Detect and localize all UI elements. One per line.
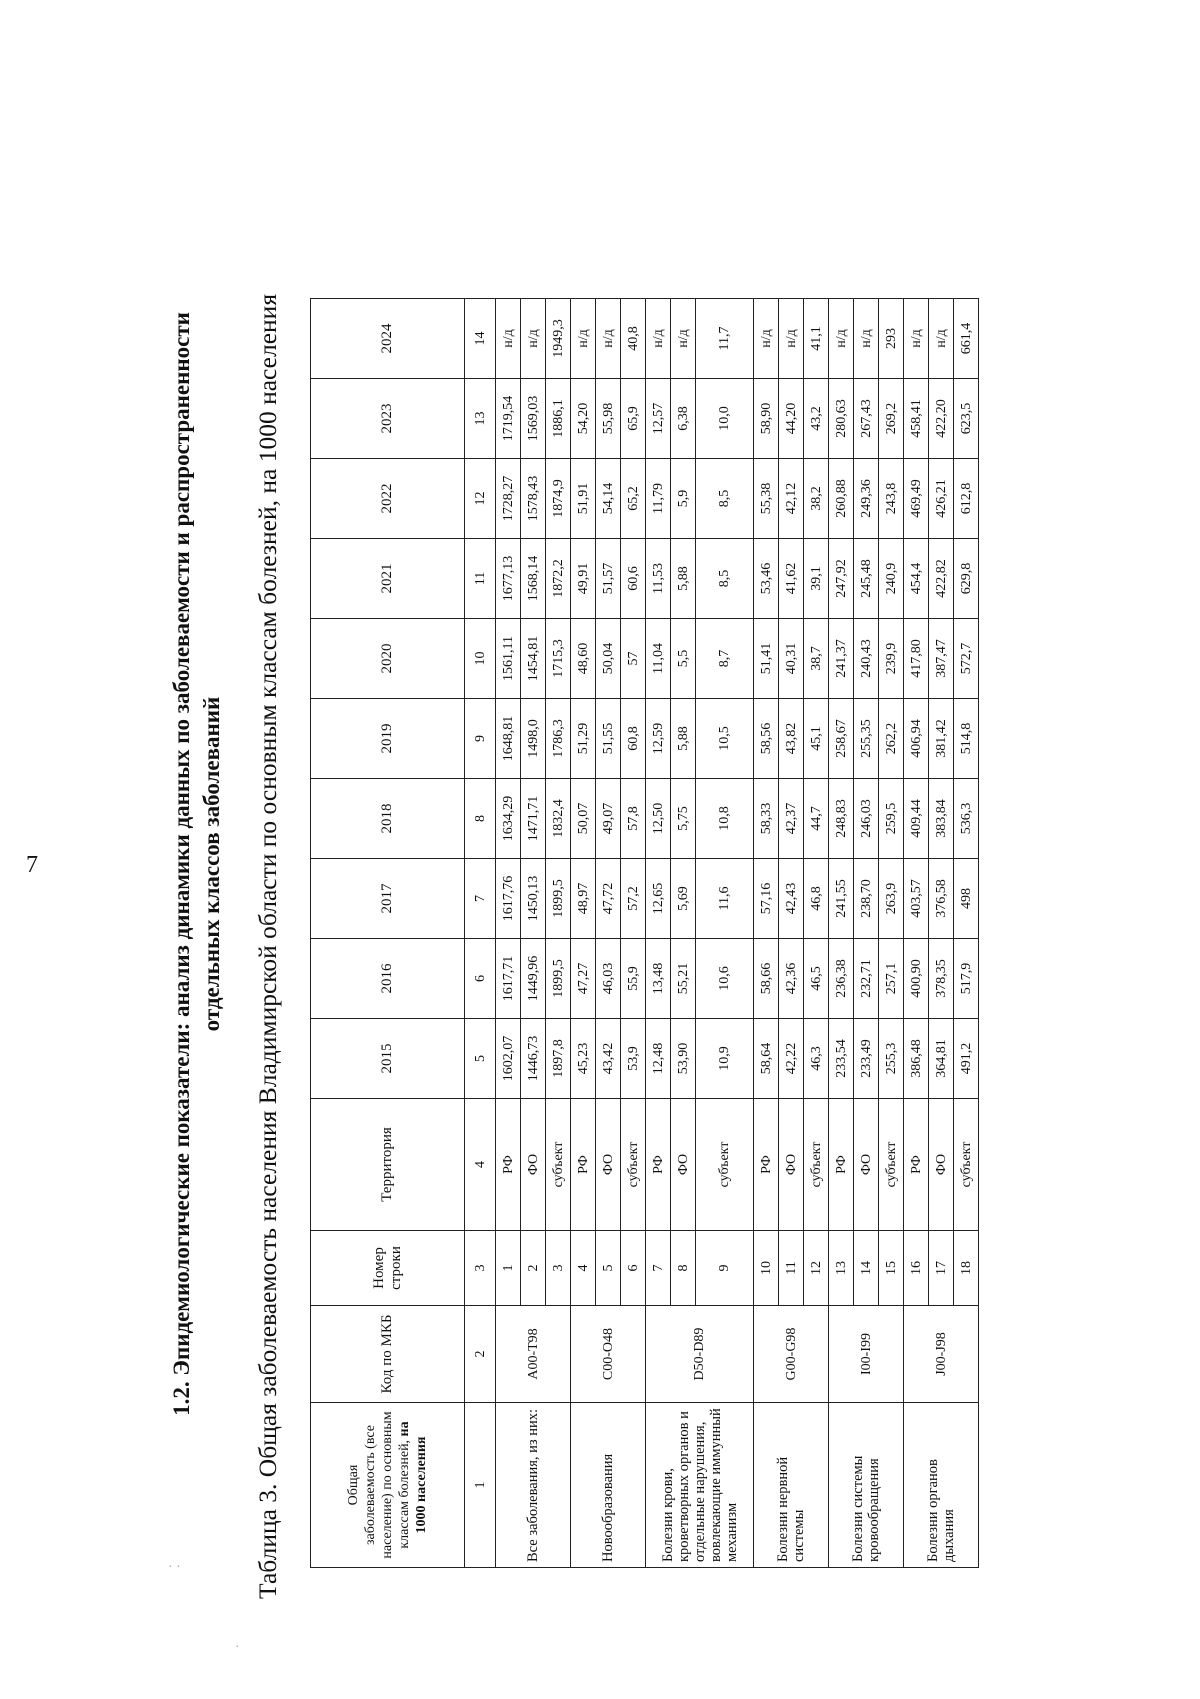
value-cell: 45,1 <box>804 699 829 779</box>
value-cell: 10,8 <box>696 779 754 859</box>
column-number: 11 <box>465 539 496 619</box>
value-cell: 1719,54 <box>496 379 521 459</box>
value-cell: 55,98 <box>596 379 621 459</box>
value-cell: 246,03 <box>854 779 879 859</box>
value-cell: 417,80 <box>904 619 929 699</box>
value-cell: 10,9 <box>696 1019 754 1099</box>
header-year: 2019 <box>311 699 465 779</box>
value-cell: 39,1 <box>804 539 829 619</box>
header-row <box>311 299 465 1568</box>
value-cell: 47,27 <box>571 939 596 1019</box>
row-number: 11 <box>779 1231 804 1306</box>
icd-code: C00-O48 <box>571 1306 646 1403</box>
value-cell: 238,70 <box>854 859 879 939</box>
value-cell: 249,36 <box>854 459 879 539</box>
value-cell: 263,9 <box>879 859 904 939</box>
value-cell: 5,5 <box>671 619 696 699</box>
value-cell: н/д <box>904 299 929 379</box>
table-caption: Таблица 3. Общая заболеваемость населения Владимирской области по основным классам болезней, на 1000 населения <box>253 293 282 1599</box>
value-cell: 46,3 <box>804 1019 829 1099</box>
header-year: 2024 <box>311 299 465 379</box>
value-cell: 240,43 <box>854 619 879 699</box>
value-cell: н/д <box>646 299 671 379</box>
value-cell: 42,36 <box>779 939 804 1019</box>
value-cell: 426,21 <box>929 459 954 539</box>
value-cell: 514,8 <box>954 699 979 779</box>
value-cell: 260,88 <box>829 459 854 539</box>
value-cell: 469,49 <box>904 459 929 539</box>
value-cell: 259,5 <box>879 779 904 859</box>
value-cell: 53,46 <box>754 539 779 619</box>
value-cell: 1899,5 <box>546 939 571 1019</box>
value-cell: 54,20 <box>571 379 596 459</box>
value-cell: н/д <box>854 299 879 379</box>
disease-class-name: Новообразования <box>571 1403 646 1568</box>
value-cell: 11,79 <box>646 459 671 539</box>
value-cell: 1617,71 <box>496 939 521 1019</box>
value-cell: 55,38 <box>754 459 779 539</box>
column-number: 9 <box>465 699 496 779</box>
section-heading <box>167 119 227 1609</box>
disease-class-name: Болезни органов дыхания <box>904 1403 979 1568</box>
value-cell: 409,44 <box>904 779 929 859</box>
value-cell: 1617,76 <box>496 859 521 939</box>
row-number: 5 <box>596 1231 621 1306</box>
value-cell: 5,88 <box>671 699 696 779</box>
territory: ФО <box>929 1099 954 1231</box>
value-cell: н/д <box>571 299 596 379</box>
value-cell: 262,2 <box>879 699 904 779</box>
header-year: 2016 <box>311 939 465 1019</box>
icd-code: D50-D89 <box>646 1306 754 1403</box>
value-cell: 376,58 <box>929 859 954 939</box>
section-title-line2: отдельных классов заболеваний <box>199 696 224 1032</box>
value-cell: 572,7 <box>954 619 979 699</box>
value-cell: 45,23 <box>571 1019 596 1099</box>
value-cell: 378,35 <box>929 939 954 1019</box>
icd-code: G00-G98 <box>754 1306 829 1403</box>
value-cell: 280,63 <box>829 379 854 459</box>
value-cell: 1578,43 <box>521 459 546 539</box>
value-cell: 1728,27 <box>496 459 521 539</box>
value-cell: 8,5 <box>696 539 754 619</box>
value-cell: 49,07 <box>596 779 621 859</box>
value-cell: 239,9 <box>879 619 904 699</box>
icd-code: A00-T98 <box>496 1306 571 1403</box>
value-cell: 406,94 <box>904 699 929 779</box>
page-number: 7 <box>26 852 38 878</box>
value-cell: 8,5 <box>696 459 754 539</box>
value-cell: 43,42 <box>596 1019 621 1099</box>
value-cell: 1602,07 <box>496 1019 521 1099</box>
value-cell: 1446,73 <box>521 1019 546 1099</box>
value-cell: 49,91 <box>571 539 596 619</box>
value-cell: 1471,71 <box>521 779 546 859</box>
value-cell: 422,20 <box>929 379 954 459</box>
value-cell: 241,37 <box>829 619 854 699</box>
column-number: 6 <box>465 939 496 1019</box>
value-cell: 58,90 <box>754 379 779 459</box>
value-cell: 58,56 <box>754 699 779 779</box>
value-cell: 48,60 <box>571 619 596 699</box>
value-cell: 51,91 <box>571 459 596 539</box>
value-cell: 517,9 <box>954 939 979 1019</box>
value-cell: 51,29 <box>571 699 596 779</box>
territory: субъект <box>954 1099 979 1231</box>
morbidity-table <box>310 298 979 1568</box>
territory: ФО <box>521 1099 546 1231</box>
value-cell: 258,67 <box>829 699 854 779</box>
value-cell: н/д <box>521 299 546 379</box>
row-number: 8 <box>671 1231 696 1306</box>
value-cell: 1450,13 <box>521 859 546 939</box>
value-cell: 12,48 <box>646 1019 671 1099</box>
value-cell: 1899,5 <box>546 859 571 939</box>
value-cell: 232,71 <box>854 939 879 1019</box>
value-cell: н/д <box>596 299 621 379</box>
table-row <box>646 299 671 1568</box>
value-cell: 5,75 <box>671 779 696 859</box>
value-cell: 364,81 <box>929 1019 954 1099</box>
disease-class-name: Болезни крови, кроветворных органов и отдельные нарушения, вовлекающие иммунный механизм <box>646 1403 754 1568</box>
value-cell: 42,22 <box>779 1019 804 1099</box>
territory: субъект <box>696 1099 754 1231</box>
scan-dots-decoration: · <box>235 1640 240 1655</box>
value-cell: 1949,3 <box>546 299 571 379</box>
column-number: 5 <box>465 1019 496 1099</box>
value-cell: 1498,0 <box>521 699 546 779</box>
value-cell: 46,8 <box>804 859 829 939</box>
value-cell: 55,21 <box>671 939 696 1019</box>
value-cell: 1786,3 <box>546 699 571 779</box>
value-cell: 1561,11 <box>496 619 521 699</box>
value-cell: 54,14 <box>596 459 621 539</box>
column-number: 14 <box>465 299 496 379</box>
value-cell: 50,04 <box>596 619 621 699</box>
territory: РФ <box>904 1099 929 1231</box>
value-cell: н/д <box>496 299 521 379</box>
territory: РФ <box>646 1099 671 1231</box>
value-cell: 10,6 <box>696 939 754 1019</box>
row-number: 2 <box>521 1231 546 1306</box>
row-number: 3 <box>546 1231 571 1306</box>
icd-code: I00-I99 <box>829 1306 904 1403</box>
value-cell: 623,5 <box>954 379 979 459</box>
value-cell: н/д <box>754 299 779 379</box>
section-number: 1.2. <box>169 1381 194 1416</box>
value-cell: 51,57 <box>596 539 621 619</box>
value-cell: 44,7 <box>804 779 829 859</box>
header-row-number: Номер строки <box>311 1231 465 1306</box>
row-number: 4 <box>571 1231 596 1306</box>
value-cell: 65,2 <box>621 459 646 539</box>
header-year: 2018 <box>311 779 465 859</box>
value-cell: 51,41 <box>754 619 779 699</box>
value-cell: 38,2 <box>804 459 829 539</box>
value-cell: 42,12 <box>779 459 804 539</box>
header-year: 2015 <box>311 1019 465 1099</box>
column-number-row <box>465 299 496 1568</box>
row-number: 1 <box>496 1231 521 1306</box>
value-cell: 38,7 <box>804 619 829 699</box>
header-icd-code: Код по МКБ <box>311 1306 465 1403</box>
value-cell: 1715,3 <box>546 619 571 699</box>
header-year: 2023 <box>311 379 465 459</box>
value-cell: 47,72 <box>596 859 621 939</box>
table-row <box>904 299 929 1568</box>
value-cell: 629,8 <box>954 539 979 619</box>
value-cell: 1886,1 <box>546 379 571 459</box>
row-number: 10 <box>754 1231 779 1306</box>
territory: РФ <box>829 1099 854 1231</box>
value-cell: 42,43 <box>779 859 804 939</box>
value-cell: 383,84 <box>929 779 954 859</box>
column-number: 12 <box>465 459 496 539</box>
column-number: 13 <box>465 379 496 459</box>
value-cell: 269,2 <box>879 379 904 459</box>
value-cell: 58,64 <box>754 1019 779 1099</box>
header-year: 2022 <box>311 459 465 539</box>
value-cell: 5,9 <box>671 459 696 539</box>
value-cell: н/д <box>779 299 804 379</box>
value-cell: 6,38 <box>671 379 696 459</box>
row-number: 7 <box>646 1231 671 1306</box>
value-cell: 248,83 <box>829 779 854 859</box>
table-row <box>754 299 779 1568</box>
value-cell: 243,8 <box>879 459 904 539</box>
value-cell: 5,88 <box>671 539 696 619</box>
value-cell: 60,6 <box>621 539 646 619</box>
value-cell: 422,82 <box>929 539 954 619</box>
value-cell: 387,47 <box>929 619 954 699</box>
value-cell: 536,3 <box>954 779 979 859</box>
value-cell: 11,6 <box>696 859 754 939</box>
value-cell: 661,4 <box>954 299 979 379</box>
value-cell: 43,82 <box>779 699 804 779</box>
value-cell: 233,54 <box>829 1019 854 1099</box>
value-cell: н/д <box>671 299 696 379</box>
value-cell: 10,0 <box>696 379 754 459</box>
disease-class-name: Все заболевания, из них: <box>496 1403 571 1568</box>
territory: ФО <box>596 1099 621 1231</box>
value-cell: 12,57 <box>646 379 671 459</box>
value-cell: н/д <box>929 299 954 379</box>
value-cell: 8,7 <box>696 619 754 699</box>
column-number: 2 <box>465 1306 496 1403</box>
table-row <box>571 299 596 1568</box>
disease-class-name: Болезни системы кровообращения <box>829 1403 904 1568</box>
value-cell: 267,43 <box>854 379 879 459</box>
table-row <box>496 299 521 1568</box>
row-number: 13 <box>829 1231 854 1306</box>
value-cell: 42,37 <box>779 779 804 859</box>
value-cell: 1874,9 <box>546 459 571 539</box>
value-cell: 41,62 <box>779 539 804 619</box>
value-cell: 498 <box>954 859 979 939</box>
column-number: 10 <box>465 619 496 699</box>
value-cell: 44,20 <box>779 379 804 459</box>
header-year: 2017 <box>311 859 465 939</box>
territory: субъект <box>804 1099 829 1231</box>
value-cell: 1832,4 <box>546 779 571 859</box>
header-territory: Территория <box>311 1099 465 1231</box>
value-cell: 57 <box>621 619 646 699</box>
territory: РФ <box>754 1099 779 1231</box>
table-row <box>829 299 854 1568</box>
value-cell: 57,2 <box>621 859 646 939</box>
column-number: 3 <box>465 1231 496 1306</box>
value-cell: 236,38 <box>829 939 854 1019</box>
value-cell: 46,03 <box>596 939 621 1019</box>
value-cell: 1569,03 <box>521 379 546 459</box>
value-cell: 10,5 <box>696 699 754 779</box>
column-number: 4 <box>465 1099 496 1231</box>
column-number: 8 <box>465 779 496 859</box>
value-cell: 11,04 <box>646 619 671 699</box>
territory: субъект <box>546 1099 571 1231</box>
section-title-line1: Эпидемиологические показатели: анализ динамики данных по заболеваемости и распространенности <box>169 312 194 1376</box>
value-cell: 257,1 <box>879 939 904 1019</box>
value-cell: 65,9 <box>621 379 646 459</box>
value-cell: 60,8 <box>621 699 646 779</box>
value-cell: 255,3 <box>879 1019 904 1099</box>
value-cell: 245,48 <box>854 539 879 619</box>
value-cell: 46,5 <box>804 939 829 1019</box>
row-number: 15 <box>879 1231 904 1306</box>
territory: субъект <box>879 1099 904 1231</box>
row-number: 6 <box>621 1231 646 1306</box>
value-cell: 55,9 <box>621 939 646 1019</box>
value-cell: 53,90 <box>671 1019 696 1099</box>
row-number: 14 <box>854 1231 879 1306</box>
row-number: 12 <box>804 1231 829 1306</box>
value-cell: 41,1 <box>804 299 829 379</box>
value-cell: 386,48 <box>904 1019 929 1099</box>
value-cell: 247,92 <box>829 539 854 619</box>
header-disease-class: Общая заболеваемость (все население) по основным классам болезней, на 1000 населения <box>311 1403 465 1568</box>
value-cell: 13,48 <box>646 939 671 1019</box>
value-cell: 241,55 <box>829 859 854 939</box>
disease-class-name: Болезни нервной системы <box>754 1403 829 1568</box>
value-cell: 11,53 <box>646 539 671 619</box>
territory: ФО <box>854 1099 879 1231</box>
value-cell: 5,69 <box>671 859 696 939</box>
value-cell: 1872,2 <box>546 539 571 619</box>
value-cell: 1677,13 <box>496 539 521 619</box>
value-cell: 458,41 <box>904 379 929 459</box>
row-number: 18 <box>954 1231 979 1306</box>
value-cell: 1897,8 <box>546 1019 571 1099</box>
value-cell: 58,66 <box>754 939 779 1019</box>
header-year: 2021 <box>311 539 465 619</box>
scan-dots-decoration: · · <box>168 1560 181 1575</box>
row-number: 17 <box>929 1231 954 1306</box>
value-cell: 51,55 <box>596 699 621 779</box>
value-cell: 48,97 <box>571 859 596 939</box>
value-cell: 612,8 <box>954 459 979 539</box>
value-cell: 43,2 <box>804 379 829 459</box>
territory: РФ <box>571 1099 596 1231</box>
value-cell: 403,57 <box>904 859 929 939</box>
value-cell: н/д <box>829 299 854 379</box>
value-cell: 57,16 <box>754 859 779 939</box>
row-number: 9 <box>696 1231 754 1306</box>
header-year: 2020 <box>311 619 465 699</box>
value-cell: 381,42 <box>929 699 954 779</box>
value-cell: 12,50 <box>646 779 671 859</box>
value-cell: 233,49 <box>854 1019 879 1099</box>
value-cell: 1454,81 <box>521 619 546 699</box>
row-number: 16 <box>904 1231 929 1306</box>
value-cell: 454,4 <box>904 539 929 619</box>
territory: ФО <box>671 1099 696 1231</box>
value-cell: 53,9 <box>621 1019 646 1099</box>
value-cell: 1634,29 <box>496 779 521 859</box>
value-cell: 255,35 <box>854 699 879 779</box>
value-cell: 240,9 <box>879 539 904 619</box>
value-cell: 11,7 <box>696 299 754 379</box>
value-cell: 57,8 <box>621 779 646 859</box>
value-cell: 400,90 <box>904 939 929 1019</box>
value-cell: 12,65 <box>646 859 671 939</box>
icd-code: J00-J98 <box>904 1306 979 1403</box>
column-number: 7 <box>465 859 496 939</box>
value-cell: 293 <box>879 299 904 379</box>
value-cell: 40,8 <box>621 299 646 379</box>
value-cell: 40,31 <box>779 619 804 699</box>
value-cell: 1568,14 <box>521 539 546 619</box>
column-number: 1 <box>465 1403 496 1568</box>
territory: РФ <box>496 1099 521 1231</box>
value-cell: 491,2 <box>954 1019 979 1099</box>
value-cell: 1449,96 <box>521 939 546 1019</box>
value-cell: 1648,81 <box>496 699 521 779</box>
territory: субъект <box>621 1099 646 1231</box>
value-cell: 50,07 <box>571 779 596 859</box>
value-cell: 58,33 <box>754 779 779 859</box>
territory: ФО <box>779 1099 804 1231</box>
value-cell: 12,59 <box>646 699 671 779</box>
